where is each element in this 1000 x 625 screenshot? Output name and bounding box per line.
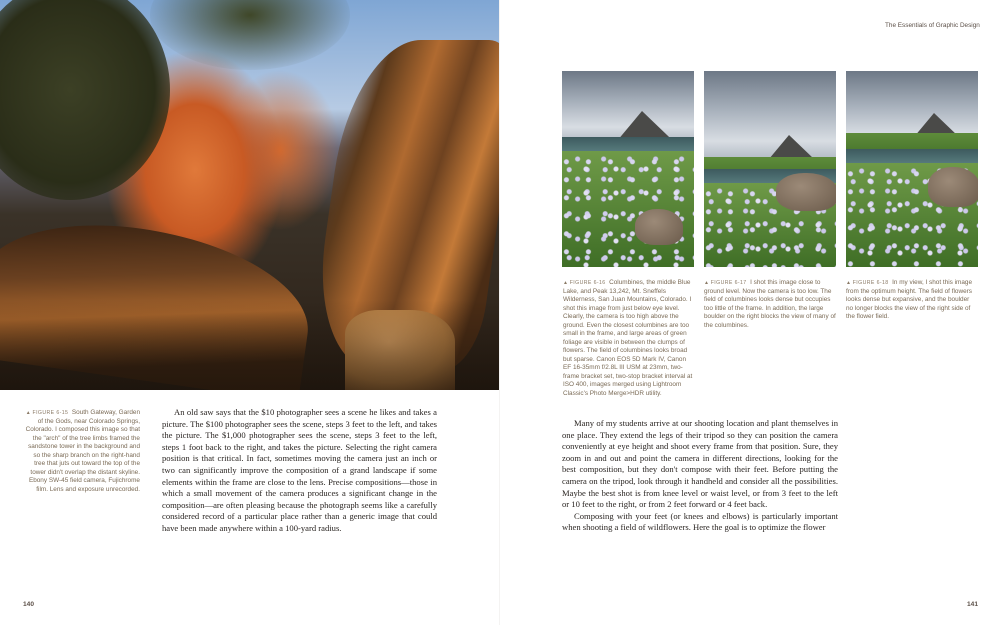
triangle-marker-icon: ▲	[846, 280, 851, 286]
photo-boulder	[635, 209, 683, 245]
photo-figure-6-17	[704, 71, 836, 267]
photo-lake	[846, 149, 978, 163]
figure-caption-6-15	[22, 409, 140, 494]
photo-shadow	[0, 300, 500, 390]
caption-text: South Gateway, Garden of the Gods, near Colorado Springs, Colorado. I composed this image so that the "arch" of the tree limbs framed the sandstone tower in the background and so the sharp branch on the right-hand tree that juts out toward the top of the tower didn't overlap the distant skyline. Ebony SW-45 field camera, Fujichrome film. Lens and exposure unrecorded.	[25, 409, 140, 493]
photo-figure-6-16	[562, 71, 694, 267]
body-paragraph: Composing with your feet (or knees and elbows) is particularly important when shooting a field of wildflowers. Here the goal is to optimize the flower	[562, 510, 838, 533]
juniper-foliage-left	[0, 0, 170, 200]
body-text-left	[162, 407, 437, 535]
body-paragraph: Many of my students arrive at our shooting location and plant themselves in one place. They extend the legs of their tripod so they can position the camera conveniently at eye height and shoot every frame from that position. Sure, they zoom in and out and point the camera in different directions, looking for the best composition, but they don't compose with their feet. Before putting the camera on the tripod, look through it handheld and consider all the possibilities. Maybe the best shot is from knee level or waist level, or from 3 feet to the left or 10 feet to the right, or from 2 feet forward or 4 feet back.	[562, 418, 838, 510]
page-number-left: 140	[23, 601, 35, 608]
triangle-marker-icon: ▲	[25, 410, 31, 416]
running-head: The Essentials of Graphic Design	[885, 22, 980, 29]
triangle-marker-icon: ▲	[563, 280, 568, 286]
figure-label: FIGURE 6-16	[569, 280, 606, 286]
photo-boulder	[776, 173, 836, 211]
figure-label: FIGURE 6-17	[710, 280, 747, 286]
body-text-right	[562, 418, 838, 534]
caption-text: I shot this image close to ground level. Now the camera is too low. The field of columbines looks dense but occupies too little of the frame. In addition, the large boulder on the right blocks the view of many of the columbines.	[704, 279, 836, 329]
page-number-right: 141	[967, 601, 979, 608]
body-paragraph: An old saw says that the $10 photographer sees a scene he likes and takes a picture. The $100 photographer sees the scene, steps 3 feet to the left, and takes the picture. The $1,000 photographer sees the scene, steps 3 feet to the left, steps 1 foot back to the right, and takes the picture. Selecting the right camera position is that critical. In fact, sometimes moving the camera just an inch or two can significantly improve the composition of a grand landscape if some elements within the frame are close to the lens. Precise compositions—those in which a small movement of the camera produces a significant change in the composition—are often pleasing because the photograph seems like a carefully considered record of a particular place rather than a generic image that could have been made anywhere within a 100-yard radius.	[162, 407, 437, 533]
figure-caption-6-18	[846, 279, 978, 322]
triangle-marker-icon: ▲	[704, 280, 709, 286]
figure-caption-6-17	[704, 279, 836, 330]
photo-lake	[562, 137, 694, 151]
caption-text: In my view, I shot this image from the optimum height. The field of flowers looks dense but expansive, and the boulder no longer blocks the view of the right side of the flower field.	[846, 279, 973, 320]
figure-label: FIGURE 6-18	[852, 280, 889, 286]
photo-boulder	[928, 167, 978, 207]
photo-figure-6-18	[846, 71, 978, 267]
hero-photo-south-gateway	[0, 0, 500, 390]
figure-caption-6-16	[563, 279, 695, 398]
caption-text: Columbines, the middle Blue Lake, and Peak 13,242, Mt. Sneffels Wilderness, San Juan Mountains, Colorado. I shot this image from just below eye level. Clearly, the camera is too high above the ground. Even the closest columbines are too small in the frame, and large areas of green foliage are visible in between the clumps of flowers. The field of columbines looks broad but sparse. Canon EOS 5D Mark IV, Canon EF 16-35mm f/2.8L III USM at 23mm, two-frame bracket set, two-stop bracket interval at ISO 400, images merged using Lightroom Classic's Photo Merge>HDR utility.	[563, 279, 693, 397]
photo-meadow	[562, 151, 694, 267]
juniper-foliage-top	[150, 0, 350, 70]
figure-label: FIGURE 6-15	[32, 410, 69, 416]
